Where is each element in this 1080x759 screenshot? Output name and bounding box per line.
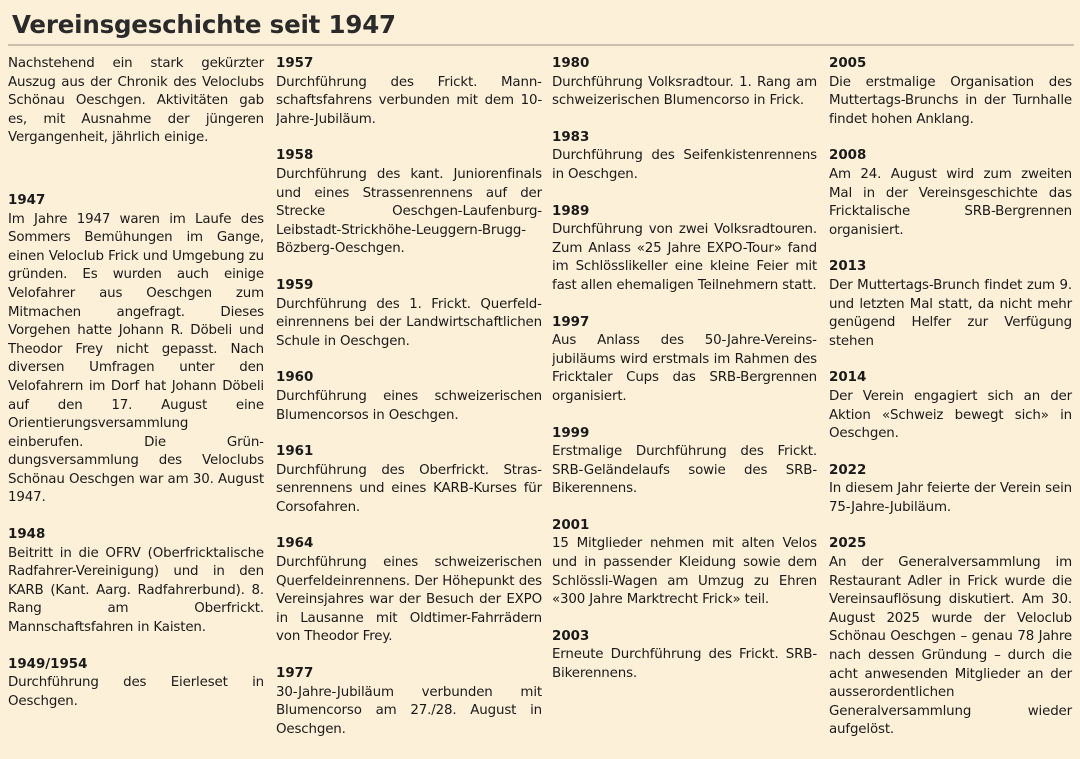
chronicle-entry xyxy=(829,55,1072,129)
chronicle-entry xyxy=(552,628,817,684)
entry-text: Erneute Durchführung des Frickt. SRB-Bikerennens. xyxy=(552,647,817,682)
title-divider xyxy=(8,44,1074,46)
entry-text: Durchführung des kant. Juniorenfinals und eines Strassenrennens auf der Strecke Oeschgen-Laufenburg-Leibstadt-Strickhöhe-Leuggern-Brugg-Bözberg-Oeschgen. xyxy=(276,166,542,257)
chronicle-entry xyxy=(8,526,264,638)
entry-year: 2014 xyxy=(829,370,867,386)
entry-text: Der Muttertags-Brunch findet zum 9. und letzten Mal statt, da nicht mehr genügend Helfer zur Verfügung stehen xyxy=(829,277,1072,349)
entry-year: 1959 xyxy=(276,277,314,293)
column-4 xyxy=(829,55,1074,755)
chronicle-entry xyxy=(276,147,542,259)
entry-year: 2005 xyxy=(829,56,867,71)
chronicle-entry xyxy=(829,462,1072,518)
entry-text: Der Verein engagiert sich an der Aktion «Schweiz bewegt sich» in Oeschgen. xyxy=(829,388,1072,442)
column-3 xyxy=(552,55,829,755)
entry-year: 1960 xyxy=(276,370,314,386)
entry-year: 1964 xyxy=(276,536,314,552)
entry-text: Aus Anlass des 50-Jahre-Vereinsjubiläums wird erstmals im Rahmen des Fricktaler Cups das SRB-Bergrennen organisiert. xyxy=(552,333,817,404)
entry-year: 1949/1954 xyxy=(8,656,88,672)
entry-text: Durchführung Volksradtour. 1. Rang am schweizerischen Blumencorso in Frick. xyxy=(552,74,817,109)
entry-year: 2025 xyxy=(829,536,867,552)
entry-text: Durchführung des Seifenkistenrennens in Oeschgen. xyxy=(552,148,817,182)
chronicle-entry xyxy=(276,369,542,425)
entry-text: Durchführung des 1. Frickt. Querfeldeinrennens bei der Landwirtschaftlichen Schule in Oeschgen. xyxy=(276,296,542,349)
entry-text: Am 24. August wird zum zweiten Mal in der Vereinsgeschichte das Fricktalische SRB-Bergrennen organisiert. xyxy=(829,166,1072,238)
column-1 xyxy=(8,55,276,755)
chronicle-entry xyxy=(552,203,817,296)
entry-text: Durchführung des Frickt. Mannschaftsfahrens verbunden mit dem 10-Jahre-Jubiläum. xyxy=(276,74,542,127)
entry-text: In diesem Jahr feierte der Verein sein 75-Jahre-Jubiläum. xyxy=(829,481,1072,515)
entry-year: 1983 xyxy=(552,129,590,145)
chronicle-entry xyxy=(552,55,817,111)
entry-year: 1989 xyxy=(552,203,590,219)
chronicle-entry xyxy=(829,258,1072,351)
chronicle-entry xyxy=(276,443,542,517)
chronicle-entry xyxy=(276,277,542,351)
chronicle-entry xyxy=(829,535,1072,740)
chronicle-entry xyxy=(8,656,264,712)
chronicle-entry xyxy=(276,665,542,739)
entry-year: 2022 xyxy=(829,462,867,478)
chronicle-entry xyxy=(276,535,542,647)
entry-year: 1980 xyxy=(552,56,590,71)
entry-text: Im Jahre 1947 waren im Laufe des Sommers Bemühungen im Gange, einen Veloclub Frick und Umgebung zu gründen. Es wurden auch einige Velofahrer aus Oeschgen zum Mitmachen angefragt. Dieses Vorgehen hatte Johann R. Döbeli und Theodor Frey nicht gepasst. Nach diversen Umfragen unter den Velofahrern im Dorf hat Johann Döbeli auf den 17. August eine Orientierungsversammlung einberufen. Die Gründungsversammlung des Veloclubs Schönau Oeschgen war am 30. August 1947. xyxy=(8,211,264,506)
entry-text: Durchführung von zwei Volksradtouren. Zum Anlass «25 Jahre EXPO-Tour» fand im Schlösslikeller eine kleine Feier mit fast allen ehemaligen Teilnehmern statt. xyxy=(552,222,817,293)
chronicle-entry xyxy=(552,425,817,499)
entry-text: Durchführung des Eierleset in Oeschgen. xyxy=(8,675,264,709)
entry-text: Durchführung eines schweizerischen Blumencorsos in Oeschgen. xyxy=(276,388,542,423)
intro-paragraph: Nachstehend ein stark gekürzter Auszug aus der Chronik des Veloclubs Schönau Oeschgen. Aktivitäten gab es, mit Ausnahme der jüngeren Vergangenheit, jährlich einige. xyxy=(8,56,264,146)
chronicle-entry xyxy=(552,129,817,185)
entry-text: 30-Jahre-Jubiläum verbunden mit Blumencorso am 27./28. August in Oeschgen. xyxy=(276,684,542,737)
chronicle-entry xyxy=(8,192,264,508)
column-2 xyxy=(276,55,552,755)
entry-text: Erstmalige Durchführung des Frickt. SRB-Geländelaufs sowie des SRB-Bikerennens. xyxy=(552,444,817,497)
chronicle-entry xyxy=(829,147,1072,240)
entry-text: Beitritt in die OFRV (Oberfricktalische Radfahrer-Vereinigung) und in den KARB (Kant. Aarg. Radfahrerbund). 8. Rang am Oberfrickt. Mannschaftsfahren in Kaisten. xyxy=(8,545,264,636)
entry-year: 2001 xyxy=(552,517,590,533)
chronicle-entry xyxy=(829,369,1072,443)
entry-text: An der Generalversammlung im Restaurant Adler in Frick wurde die Vereinsauflösung diskutiert. Am 30. August 2025 wurde der Veloclub Schönau Oeschgen – genau 78 Jahre nach dessen Gründung – durch die acht anwesenden Mitglieder an der ausserordentlichen Generalversammlung wieder aufgelöst. xyxy=(829,555,1072,738)
chronicle-entry xyxy=(552,314,817,407)
entry-year: 2003 xyxy=(552,628,590,644)
entry-text: Durchführung des Oberfrickt. Strassenrennens und eines KARB-Kurses für Corsofahren. xyxy=(276,462,542,515)
chronicle-columns xyxy=(8,55,1074,755)
chronicle-entry xyxy=(552,517,817,610)
entry-year: 1957 xyxy=(276,56,314,71)
entry-year: 1947 xyxy=(8,192,46,208)
entry-year: 2013 xyxy=(829,259,867,275)
entry-year: 1999 xyxy=(552,425,590,441)
entry-text: Die erstmalige Organisation des Muttertags-Brunchs in der Turnhalle findet hohen Anklang. xyxy=(829,74,1072,127)
page-title: Vereinsgeschichte seit 1947 xyxy=(12,10,396,39)
entry-year: 1961 xyxy=(276,444,314,460)
entry-text: 15 Mitglieder nehmen mit alten Velos und in passender Kleidung sowie dem Schlössli-Wagen am Umzug zu Ehren «300 Jahre Marktrecht Frick» teil. xyxy=(552,536,817,608)
entry-year: 1977 xyxy=(276,666,314,682)
entry-year: 1948 xyxy=(8,527,46,543)
chronicle-entry xyxy=(276,55,542,129)
entry-year: 2008 xyxy=(829,148,867,164)
entry-year: 1958 xyxy=(276,148,314,164)
entry-year: 1997 xyxy=(552,314,590,330)
entry-text: Durchführung eines schweizerischen Querfeldeinrennens. Der Höhepunkt des Vereinsjahres war der Besuch der EXPO in Lausanne mit Oldtimer-Fahrrädern von Theodor Frey. xyxy=(276,555,542,645)
